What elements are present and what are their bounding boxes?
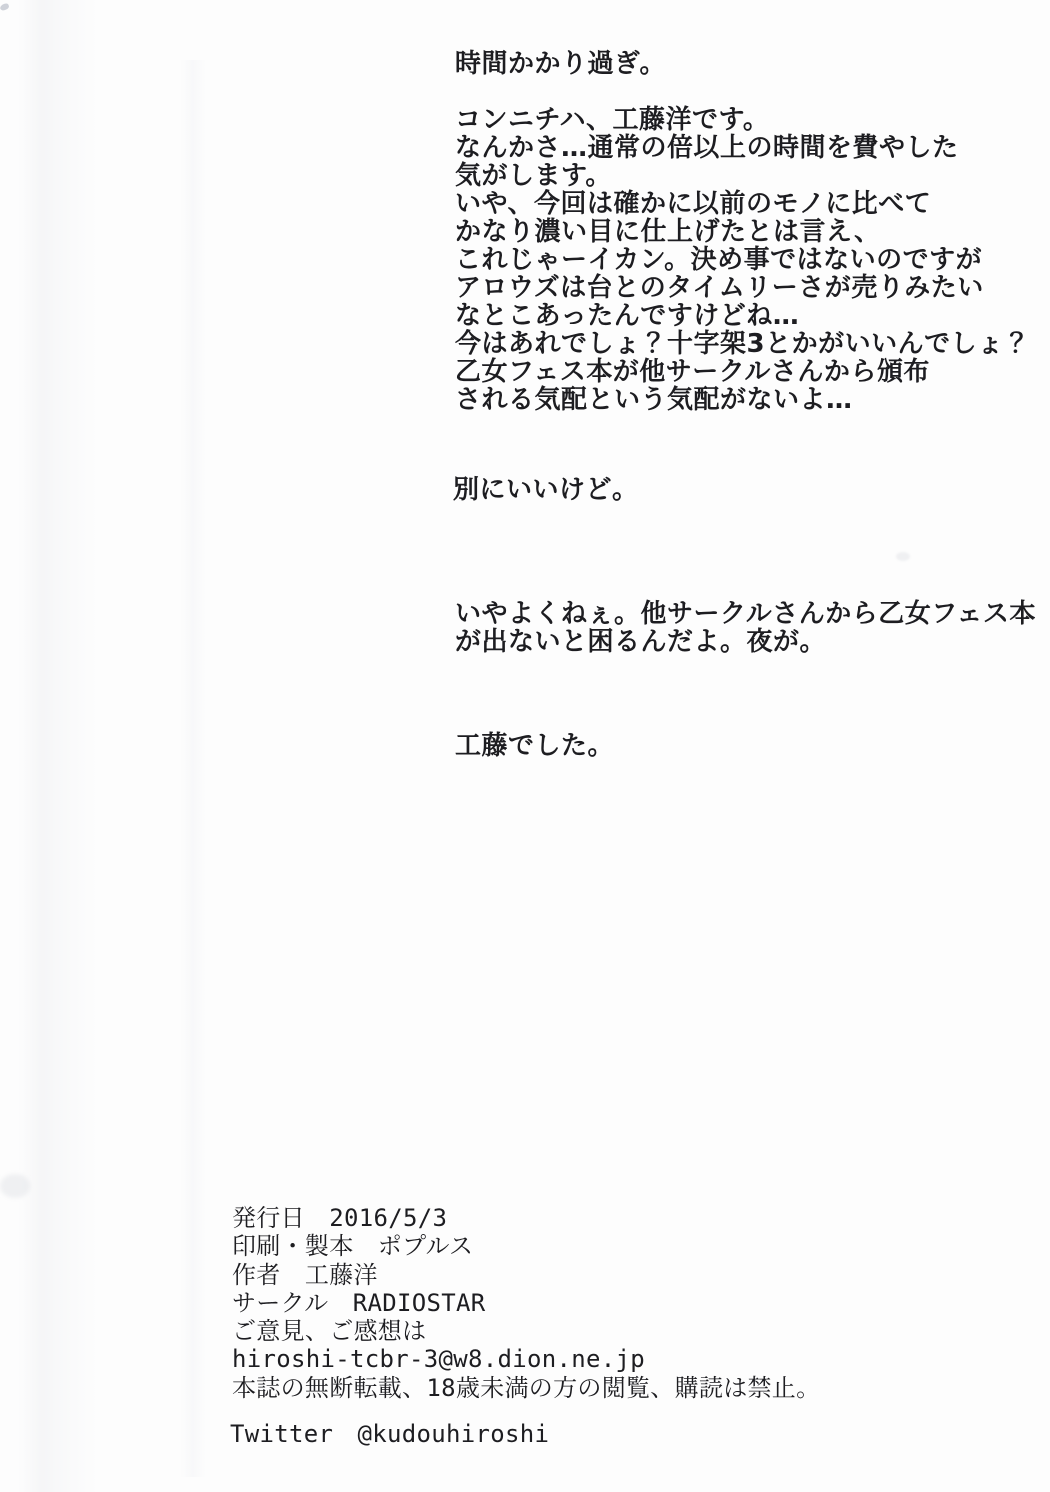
afterword-text-line: これじゃーイカン。決め事ではないのですが bbox=[455, 245, 983, 275]
afterword-text-line: いやよくねぇ。他サークルさんから乙女フェス本 bbox=[455, 599, 1036, 629]
scan-speck bbox=[0, 3, 10, 12]
afterword-paragraph-signoff bbox=[455, 732, 614, 760]
afterword-paragraph-retort bbox=[455, 600, 1036, 656]
colophon-text-line: 発行日 2016/5/3 bbox=[232, 1204, 448, 1232]
afterword-text-line: 気がします。 bbox=[455, 161, 612, 191]
afterword-text-line: 今はあれでしょ？十字架3とかがいいんでしょ？ bbox=[455, 329, 1031, 359]
colophon-text-line: サークル RADIOSTAR bbox=[232, 1288, 486, 1317]
afterword-text-line: なとこあったんですけどね… bbox=[455, 301, 800, 331]
colophon-text-line: ご意見、ご感想は bbox=[232, 1317, 427, 1346]
afterword-text-line: なんかさ…通常の倍以上の時間を費やした bbox=[455, 133, 959, 163]
afterword-text-line: アロウズは台とのタイムリーさが売りみたい bbox=[455, 273, 984, 303]
afterword-paragraph-main bbox=[455, 106, 1030, 414]
afterword-text-line: 乙女フェス本が他サークルさんから頒布 bbox=[455, 357, 930, 387]
afterword-text-line: が出ないと困るんだよ。夜が。 bbox=[455, 627, 827, 657]
scan-streak bbox=[180, 60, 206, 1477]
scan-streak bbox=[18, 0, 98, 1492]
afterword-paragraph-aside bbox=[453, 476, 639, 504]
afterword-text-line: される気配という気配がないよ… bbox=[455, 385, 853, 415]
colophon-text-line: hiroshi-tcbr-3@w8.dion.ne.jp bbox=[232, 1345, 645, 1374]
colophon bbox=[232, 1204, 820, 1402]
afterword-text-line: 別にいいけど。 bbox=[453, 475, 639, 505]
afterword-text-line: コンニチハ、工藤洋です。 bbox=[455, 105, 770, 135]
afterword-paragraph-opening bbox=[455, 50, 666, 78]
scan-smudge bbox=[0, 1174, 30, 1198]
colophon-text-line: 本誌の無断転載、18歳未満の方の閲覧、購読は禁止。 bbox=[232, 1373, 821, 1402]
colophon-text-line: 印刷・製本 ポプルス bbox=[232, 1232, 474, 1261]
scan-speck bbox=[896, 552, 910, 561]
twitter-handle-line: Twitter @kudouhiroshi bbox=[230, 1420, 550, 1448]
afterword-text-line: 時間かかり過ぎ。 bbox=[455, 49, 666, 79]
afterword-text-line: 工藤でした。 bbox=[455, 731, 615, 761]
colophon-text-line: 作者 工藤洋 bbox=[232, 1260, 378, 1289]
afterword-text-line: かなり濃い目に仕上げたとは言え、 bbox=[455, 217, 881, 247]
afterword-text-line: いや、今回は確かに以前のモノに比べて bbox=[455, 189, 932, 219]
